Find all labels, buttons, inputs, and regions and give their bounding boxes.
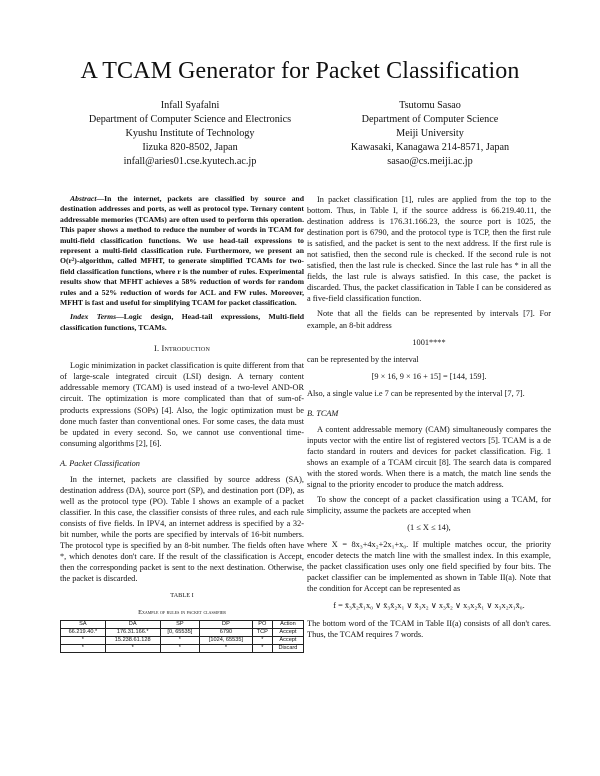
table-cell: 66.219.40.* [61, 629, 106, 637]
equation-interval: [9 × 16, 9 × 16 + 15] = [144, 159]. [371, 371, 487, 381]
table-row [61, 629, 304, 637]
table-header-cell: DA [105, 621, 160, 629]
table-cell: * [61, 637, 106, 645]
paper-title: A TCAM Generator for Packet Classification [80, 58, 520, 84]
single-value-paragraph: Also, a single value i.e 7 can be represented by the interval [7, 7]. [307, 388, 525, 398]
table-row [61, 637, 304, 645]
author-address: Kawasaki, Kanagawa 214-8571, Japan [350, 141, 510, 153]
equation-address-pattern: 1001**** [412, 337, 446, 347]
left-column [60, 194, 304, 653]
table-row [61, 645, 304, 653]
subsection-heading-tcam: B. TCAM [307, 408, 339, 418]
author-university: Kyushu Institute of Technology [125, 127, 255, 139]
table-header-cell: SP [160, 621, 199, 629]
table-cell: 176.31.166.* [105, 629, 160, 637]
intervals-paragraph: Note that all the fields can be represented by intervals [7]. For example, an 8-bit address [307, 309, 551, 330]
index-terms-label: Index Terms [70, 312, 117, 322]
abstract [60, 194, 304, 308]
author-department: Department of Computer Science [361, 113, 499, 125]
abstract-label: Abstract [70, 194, 97, 203]
table-cell: Accept [272, 629, 303, 637]
table-cell: * [61, 645, 106, 653]
table-cell: * [252, 637, 272, 645]
author-block-2 [300, 99, 560, 169]
table-cell: [0, 65535] [160, 629, 199, 637]
index-terms [60, 312, 304, 333]
table-header-row [61, 621, 304, 629]
table-cell: Accept [272, 637, 303, 645]
abstract-text: —In the internet, packets are classified by source and destination addresses and ports, as well as protocol type. Ternary content addressable memories (TCAMs) are often used to perform this operation. This paper shows a method to reduce the number of words in TCAM for multi-field classification functions. We use head-tail expressions to represent a multi-field classification rule. Furthermore, we present an O(r²)-algorithm, called MFHT, to generate simplified TCAMs for two-field classification functions, where r is the number of rules. Experimental results show that MFHT achieves a 58% reduction of words for random rules and a 52% reduction of words for ACL and FW rules. Moreover, MFHT is fast and useful for simplifying TCAM for packet classification. [60, 194, 304, 308]
rules-order-paragraph: In packet classification [1], rules are applied from the top to the bottom. Thus, in Table I, if the source address is 66.219.40.11, the destination address is 176.31.166.23, the source port is 1025, the destination port is 6790, and the protocol type is TCP, then the first rule is satisfied, and the packet is sent to the next address. If the first rule is not satisfied, then the second rule is checked. If the second rule is not satisfied, then the last rule is checked. Since the last rule has * in all the fields, the last rule is always satisfied. In this case, the packet is discarded. Thus, the packet classification in Table I can be considered as a five-field classification function. [307, 195, 551, 304]
author-block-1 [60, 99, 320, 169]
author-university: Meiji University [396, 127, 464, 139]
equation-accept-function: f = x̄₃x̄₂x̄₁x₀ ∨ x̄₃x̄₂x₁ ∨ x̄₃x₂ ∨ x₃x̄₂ ∨ x₃x₂x̄₁ ∨ x₃x₂x₁x̄₀. [333, 601, 525, 611]
table-header-cell: SA [61, 621, 106, 629]
introduction-paragraph: Logic minimization in packet classification is quite different from that of large-scale integrated circuit (LSI) design. A ternary content addressable memory (TCAM) is used instead of a two-level AND-OR circuit. The optimization is more complicated than that of sum-of-products expressions (SOPs) [4]. Also, the logic optimization must be done much faster than conventional ones. For some cases, the data must be updated in every second. So, we cannot use conventional time-consuming algorithms [2], [6]. [60, 361, 304, 448]
table-cell: * [252, 645, 272, 653]
table-cell: * [200, 645, 253, 653]
packet-classification-paragraph: In the internet, packets are classified by source address (SA), destination address (DA), source port (SP), and destination port (DP), as well as the protocol type (PO). Table I shows an example of a packet classifier. In this case, the classifier consists of three rules, and each rule consists of five fields. In IPV4, an internet address is specified by a 32-bit number, while the ports are specified by intervals of 16-bit numbers. The protocol type is specified by an 8-bit number. The fields often have *, which denotes don't care. If the result of the classification is Accept, then the corresponding packet is sent to the next destination. Otherwise, the packet is discarded. [60, 474, 304, 584]
author-email: sasao@cs.meiji.ac.jp [387, 155, 473, 167]
tcam-paragraph: A content addressable memory (CAM) simultaneously compares the inputs vector with the entire list of registered vectors [5]. TCAM is a de facto standard in routers and devices for packet classification. Fig. 1 shows an example of a TCAM circuit [8]. The search data is compared with the stored words. When there is a match, the match line sends the signal to the priority encoder to produce the match address. [307, 424, 551, 490]
table-header-cell: Action [272, 621, 303, 629]
interval-intro-text: can be represented by the interval [307, 354, 419, 364]
table-label: TABLE I [170, 592, 194, 600]
rules-table [60, 620, 304, 653]
table-header-cell: DP [200, 621, 253, 629]
table-cell: [1024, 65535] [200, 637, 253, 645]
table-cell: TCP [252, 629, 272, 637]
tcam-example-paragraph: where X = 8x₃+4x₂+2x₁+x₀. If multiple matches occur, the priority encoder detects the match line with the smallest index. In this example, the packet classification uses only one field specified by four bits. The packet classifier can be implemented as shown in Table II(a). Note that the condition for Accept can be represented as [307, 540, 551, 594]
author-address: Iizuka 820-8502, Japan [142, 141, 238, 153]
table-cell: * [160, 637, 199, 645]
table-cell: 15.238.61.128 [105, 637, 160, 645]
table-cell: * [160, 645, 199, 653]
table-cell: 6790 [200, 629, 253, 637]
index-terms-text: —Logic design, Head-tail expressions, Multi-field classification functions, TCAMs. [60, 312, 304, 332]
author-email: infall@aries01.cse.kyutech.ac.jp [123, 155, 257, 167]
table-caption: Example of rules in packet classifier [138, 608, 226, 616]
author-name: Tsutomu Sasao [399, 100, 461, 111]
right-column [307, 194, 551, 644]
subsection-heading-packet-classification: A. Packet Classification [60, 458, 140, 468]
author-department: Department of Computer Science and Electronics [88, 113, 292, 125]
tcam-concept-paragraph: To show the concept of a packet classification using a TCAM, for simplicity, assume the packets are accepted when [307, 495, 551, 516]
table-header-cell: PO [252, 621, 272, 629]
table-cell: Discard [272, 645, 303, 653]
table-cell: * [105, 645, 160, 653]
equation-accept-condition: (1 ≤ X ≤ 14), [407, 523, 451, 533]
tcam-words-paragraph: The bottom word of the TCAM in Table II(a) consists of all don't cares. Thus, the TCAM requires 7 words. [307, 618, 551, 639]
author-name: Infall Syafalni [160, 100, 220, 111]
section-heading-introduction: I. Introduction [153, 344, 210, 354]
